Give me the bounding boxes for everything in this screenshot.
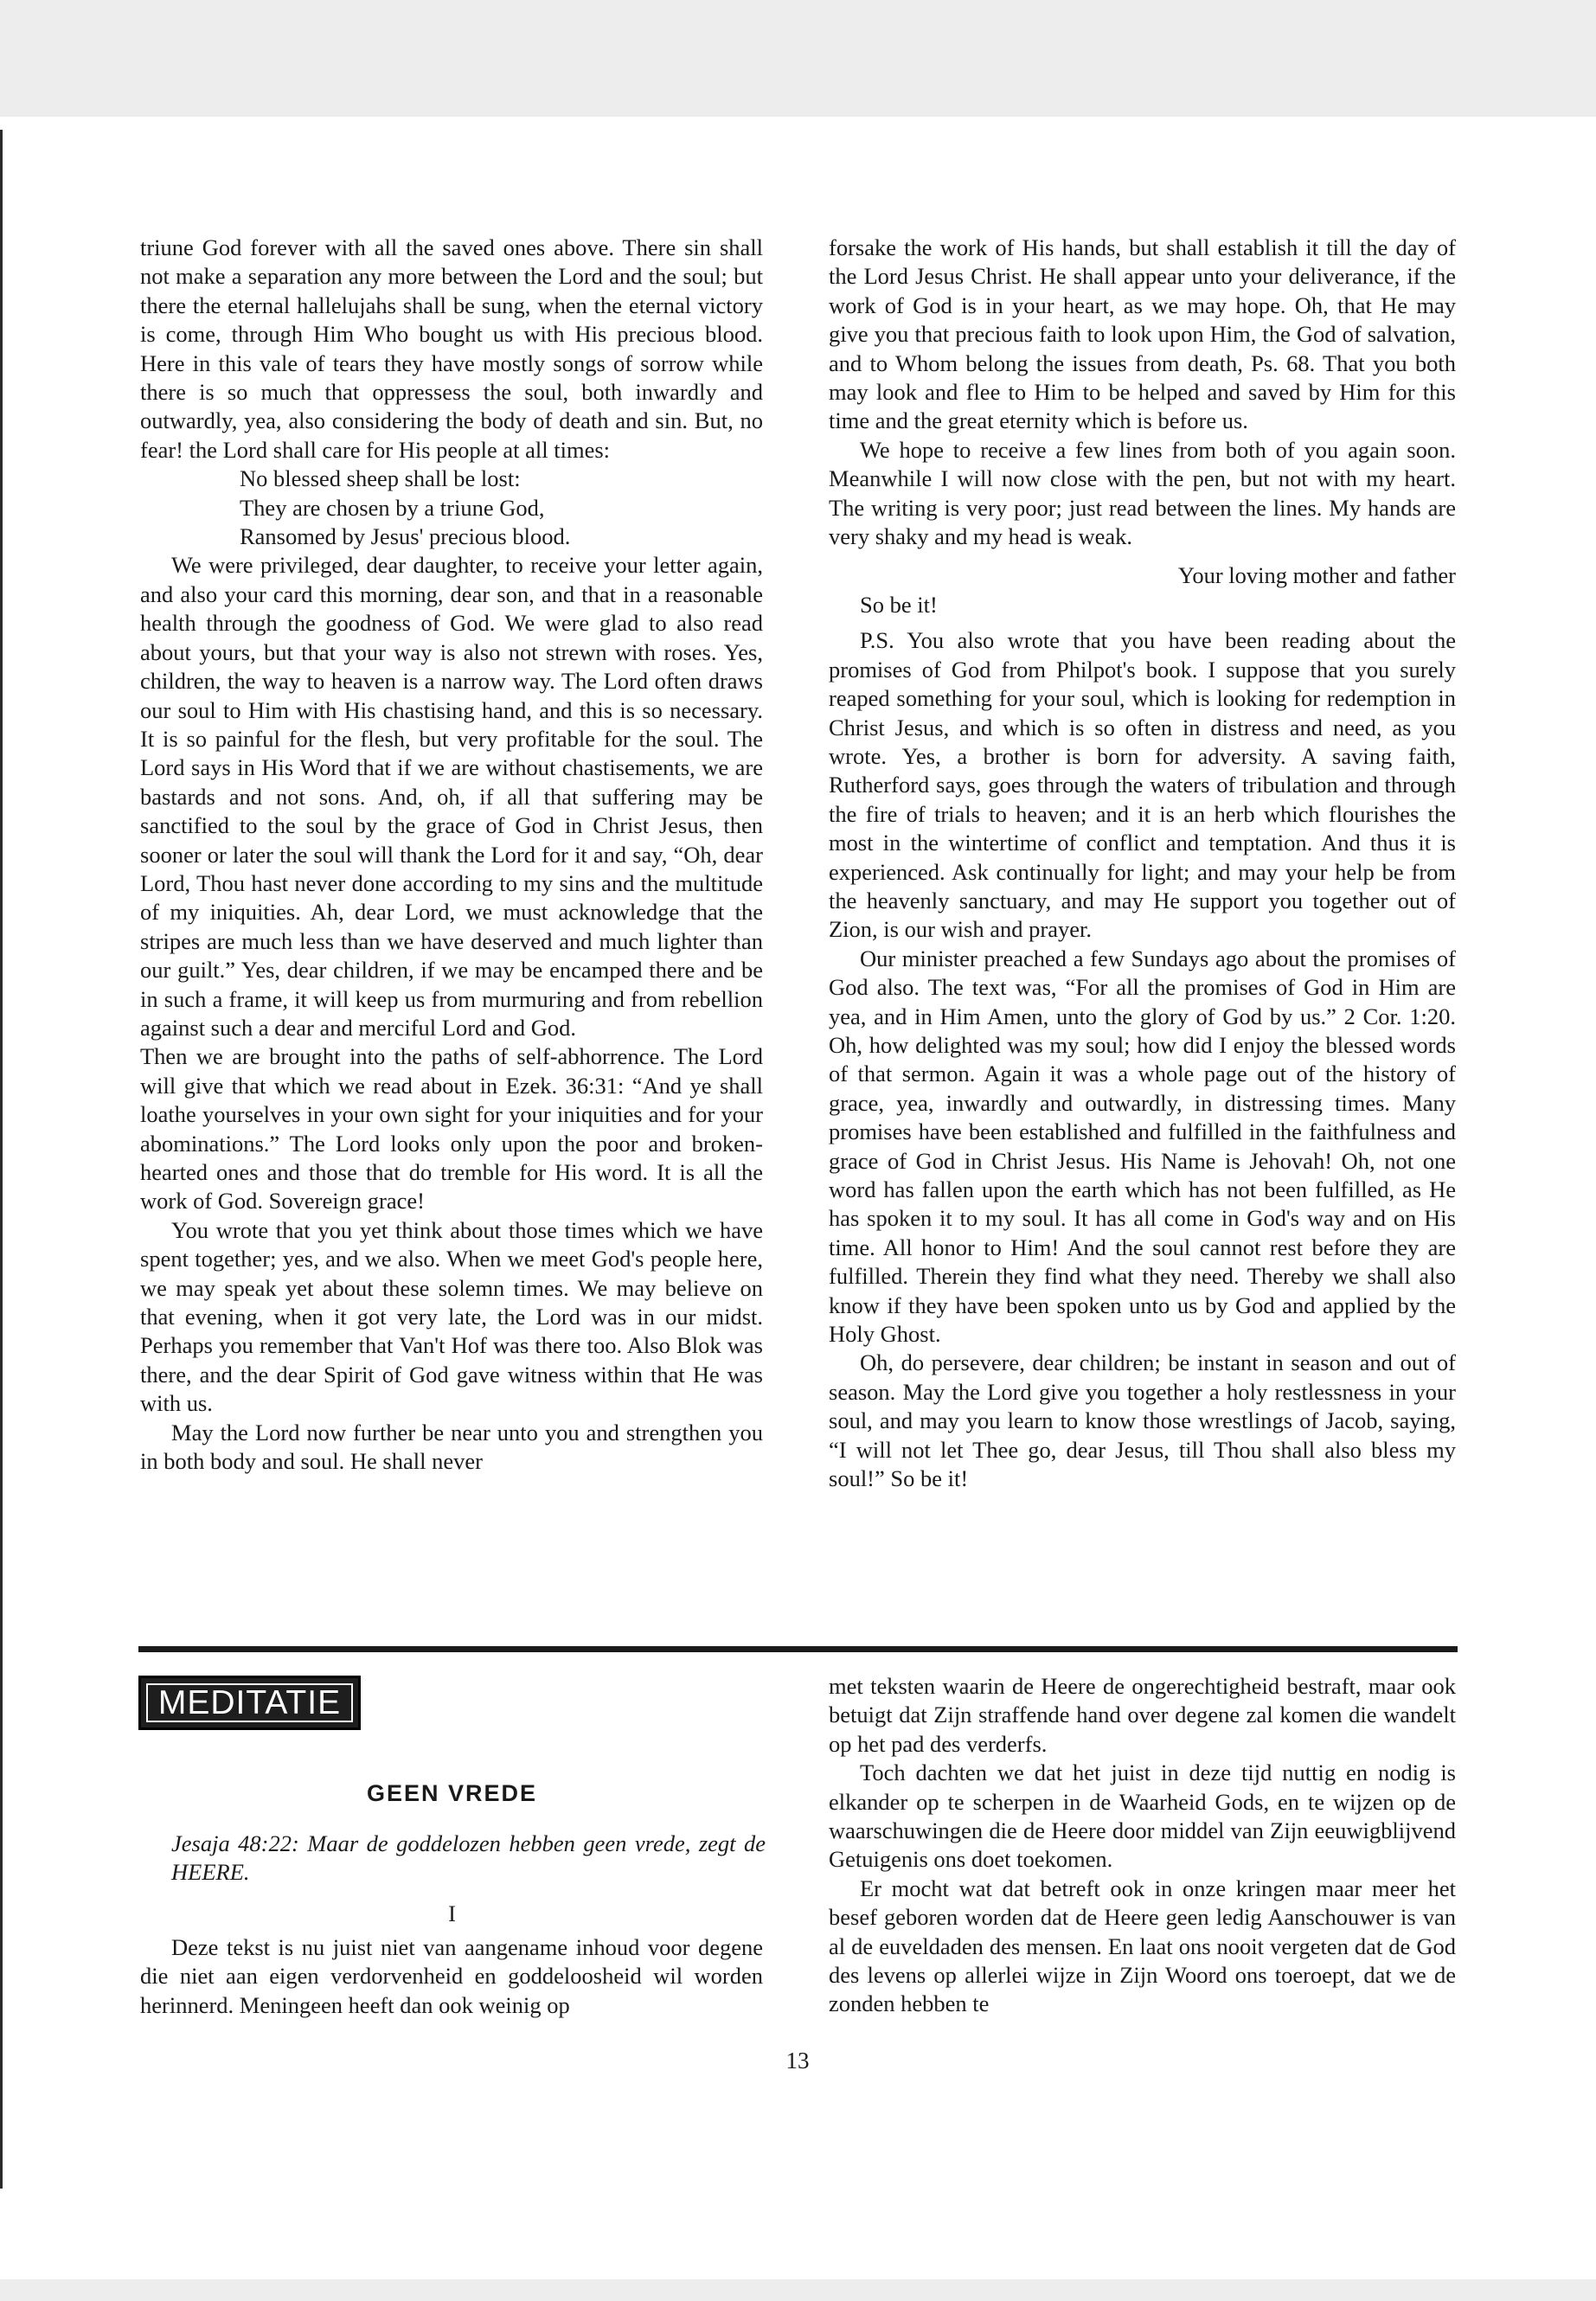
letter-right-column xyxy=(829,234,1456,1493)
paragraph: Toch dachten we dat het juist in deze tijd nuttig en nodig is elkander op te scherpen in de Waarheid Gods, en te wijzen op de waarschuwingen die de Heere door middel van Zijn eeuwigblijvend Getuigenis ons doet toekomen. xyxy=(829,1759,1456,1873)
article-title: GEEN VREDE xyxy=(366,1780,538,1806)
paragraph: We were privileged, dear daughter, to receive your letter again, and also your card this morning, dear son, and that in a reasonable health through the goodness of God. We were glad to also read about yours, but that your way is also not strewn with roses. Yes, children, the way to heaven is a narrow way. The Lord often draws our soul to Him with His chastising hand, and this is so necessary. It is so painful for the flesh, but very profitable for the soul. The Lord says in His Word that if we are without chastisements, we are bastards and not sons. And, oh, if all that suffering may be sanctified to the soul by the grace of God in Christ Jesus, then sooner or later the soul will thank the Lord for it and say, “Oh, dear Lord, Thou hast never done according to my sins and the multitude of my iniquities. Ah, dear Lord, we must acknowledge that the stripes are much less than we have deserved and much lighter than our guilt.” Yes, dear children, if we may be encamped there and be in such a frame, it will keep us from murmuring and from rebellion against such a dear and merciful Lord and God. xyxy=(140,552,763,1041)
postscript: P.S. You also wrote that you have been reading about the promises of God from Philpot's book. I suppose that you surely reaped something for your soul, which is looking for redemption in Christ Jesus, and which is so often in distress and need, as you wrote. Yes, a brother is born for adversity. A saving faith, Rutherford says, goes through the waters of tribulation and through the fire of trials to heaven; and it is an herb which flourishes the most in the wintertime of conflict and temptation. And thus it is experienced. Ask continually for light; and may your help be from the heavenly sanctuary, and may He support you together out of Zion, is our wish and prayer. xyxy=(829,627,1456,943)
paragraph: Then we are brought into the paths of self-abhorrence. The Lord will give that which we read about in Ezek. 36:31: “And ye shall loathe yourselves in your own sight for your iniquities and for your abominations.” The Lord looks only upon the poor and broken-hearted ones and those that do tremble for His word. It is all the work of God. Sovereign grace! xyxy=(140,1043,763,1215)
paragraph: May the Lord now further be near unto you and strengthen you in both body and soul. He shall never xyxy=(140,1419,763,1475)
paragraph: met teksten waarin de Heere de ongerechtigheid bestraft, maar ook betuigt dat Zijn straffende hand over degene zal komen die wandelt op het pad des verderfs. xyxy=(829,1673,1456,1757)
paragraph: Our minister preached a few Sundays ago about the promises of God also. The text was, “For all the promises of God in Him are yea, and in Him Amen, unto the glory of God by us.” 2 Cor. 1:20. Oh, how delighted was my soul; how did I enjoy the blessed words of that sermon. Again it was a whole page out of the history of grace, yea, inwardly and outwardly, in distressing times. Many promises have been established and fulfilled in the faithfulness and grace of God in Christ Jesus. His Name is Jehovah! Oh, not one word has fallen upon the earth which has not been fulfilled, as He has spoken it to my soul. It has all come in God's way and on His time. All honor to Him! And the soul cannot rest before they are fulfilled. Therein they find what they need. Thereby we shall also know if they have been spoken unto us by God and applied by the Holy Ghost. xyxy=(829,945,1456,1348)
meditatie-banner xyxy=(138,1676,361,1730)
paragraph: Deze tekst is nu juist niet van aangename inhoud voor degene die niet aan eigen verdorvenheid en goddeloosheid wil worden herinnerd. Meningeen heeft dan ook weinig op xyxy=(140,1934,763,2018)
scripture-quote: Jesaja 48:22: Maar de goddelozen hebben geen vrede, zegt de HEERE. xyxy=(171,1830,766,1886)
paragraph: You wrote that you yet think about those times which we have spent together; yes, and we also. When we meet God's people here, we may speak yet about these solemn times. We may believe on that evening, when it got very late, the Lord was in our midst. Perhaps you remember that Van't Hof was there too. Also Blok was there, and the dear Spirit of God gave witness within that He was with us. xyxy=(140,1216,763,1417)
meditatie-left-column xyxy=(140,1933,763,2020)
meditatie-right-column xyxy=(829,1672,1456,2019)
letter-left-column xyxy=(140,234,763,1476)
letter-closing: So be it! xyxy=(860,591,938,618)
poem-line: No blessed sheep shall be lost: xyxy=(240,465,521,492)
paragraph: forsake the work of His hands, but shall establish it till the day of the Lord Jesus Christ. He shall appear unto your deliverance, if the work of God is in your heart, as we may hope. Oh, that He may give you that precious faith to look upon Him, the God of salvation, and to Whom belong the issues from death, Ps. 68. That you both may look and flee to Him to be helped and saved by Him for this time and the great eternity which is before us. xyxy=(829,234,1456,434)
banner-label: MEDITATIE xyxy=(157,1684,342,1721)
poem-line: Ransomed by Jesus' precious blood. xyxy=(240,523,571,550)
paragraph: Oh, do persevere, dear children; be instant in season and out of season. May the Lord give you together a holy restlessness in your soul, and may you learn to know those wrestlings of Jacob, saying, “I will not let Thee go, dear Jesus, till Thou shall also bless my soul!” So be it! xyxy=(829,1349,1456,1492)
paragraph: We hope to receive a few lines from both of you again soon. Meanwhile I will now close with the pen, but not with my heart. The writing is very poor; just read between the lines. My hands are very shaky and my head is weak. xyxy=(829,436,1456,550)
page-number: 13 xyxy=(785,2048,810,2073)
section-divider xyxy=(138,1646,1458,1652)
paragraph: Er mocht wat dat betreft ook in onze kringen maar meer het besef geboren worden dat de Heere geen ledig Aanschouwer is van al de euveldaden des mensen. En laat ons nooit vergeten dat de God des levens op allerlei wijze in Zijn Woord ons toeroept, dat we de zonden hebben te xyxy=(829,1875,1456,2017)
scan-edge xyxy=(0,130,3,2189)
banner-frame xyxy=(146,1683,353,1722)
letter-signature: Your loving mother and father xyxy=(1177,562,1456,589)
section-number: I xyxy=(448,1900,456,1926)
poem-line: They are chosen by a triune God, xyxy=(240,494,545,521)
paragraph: triune God forever with all the saved ones above. There sin shall not make a separation any more between the Lord and the soul; but there the eternal hallelujahs shall be sung, when the eternal victory is come, through Him Who bought us with His precious blood. Here in this vale of tears they have mostly songs of sorrow while there is so much that oppressess the soul, both inwardly and outwardly, yea, also considering the body of death and sin. But, no fear! the Lord shall care for His people at all times: xyxy=(140,234,763,463)
